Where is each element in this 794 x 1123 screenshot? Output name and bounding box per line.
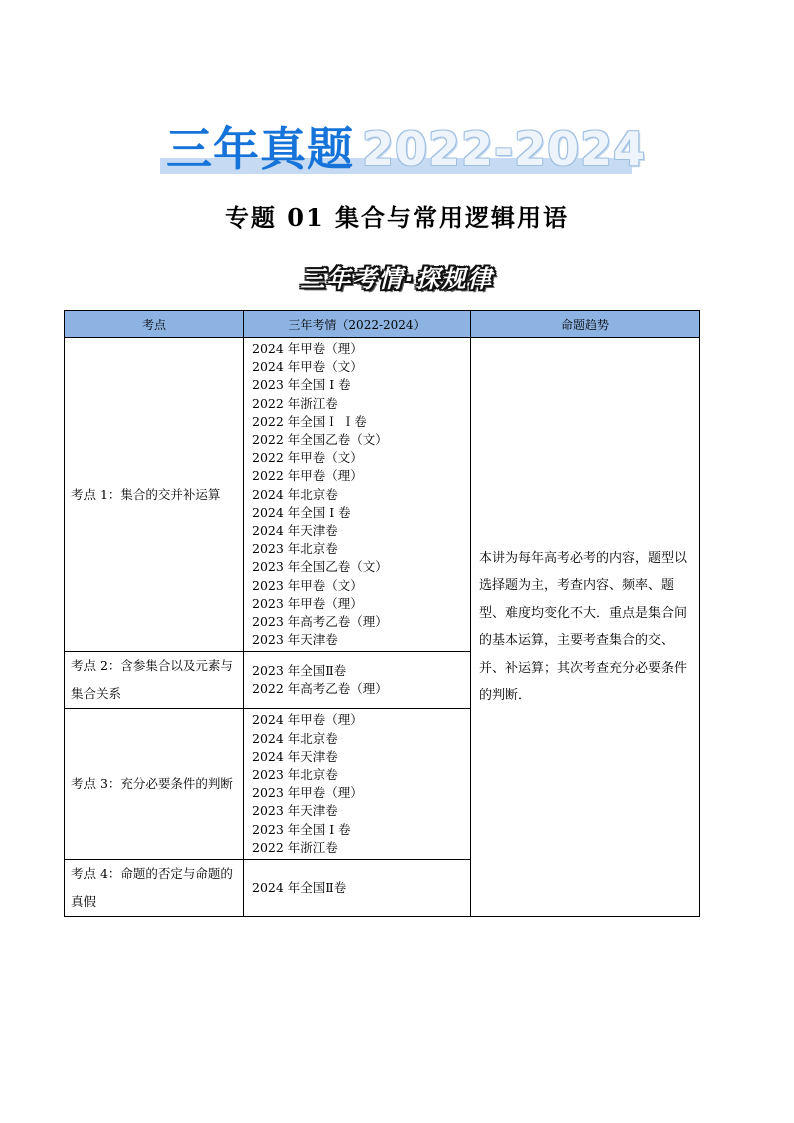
paper-item: 2023 年天津卷	[252, 803, 338, 819]
paper-item: 2022 年浙江卷	[252, 395, 338, 411]
paper-item: 2022 年高考乙卷（理）	[252, 681, 388, 697]
paper-item: 2023 年全国乙卷（文）	[252, 559, 388, 575]
table-header-row	[65, 311, 700, 338]
paper-item: 2022 年甲卷（理）	[252, 468, 363, 484]
paper-item: 2024 年全国 I 卷	[252, 504, 351, 520]
trend-cell: 本讲为每年高考必考的内容，题型以选择题为主，考查内容、频率、题型、难度均变化不大．重点是集合间的基本运算，主要考查集合的交、并、补运算；其次考查充分必要条件的判断．	[471, 338, 700, 917]
paper-item: 2023 年甲卷（理）	[252, 785, 363, 801]
paper-item: 2023 年全国 I 卷	[252, 821, 351, 837]
paper-item: 2022 年浙江卷	[252, 839, 338, 855]
paper-item: 2024 年天津卷	[252, 523, 338, 539]
paper-item: 2023 年甲卷（文）	[252, 577, 363, 593]
topic-cell: 考点 1：集合的交并补运算	[65, 338, 244, 652]
paper-item: 2022 年甲卷（文）	[252, 450, 363, 466]
papers-cell	[244, 338, 471, 652]
paper-item: 2023 年北京卷	[252, 541, 338, 557]
paper-item: 2023 年甲卷（理）	[252, 595, 363, 611]
section-ribbon: 三年考情·探规律	[300, 265, 494, 293]
exam-analysis-table	[64, 310, 700, 917]
topic-cell: 考点 2：含参集合以及元素与集合关系	[65, 652, 244, 709]
paper-item: 2024 年天津卷	[252, 748, 338, 764]
papers-cell	[244, 860, 471, 917]
paper-item: 2022 年全国Ｉ Ｉ卷	[252, 413, 367, 429]
banner-title-cn: 三年真题	[166, 122, 354, 176]
banner-title-years: 2022-2024	[362, 122, 647, 176]
header-topic: 考点	[65, 311, 244, 338]
table-row	[65, 338, 700, 652]
paper-item: 2024 年全国Ⅱ卷	[252, 879, 347, 895]
paper-item: 2022 年全国乙卷（文）	[252, 432, 388, 448]
paper-item: 2024 年甲卷（理）	[252, 712, 363, 728]
paper-item: 2023 年高考乙卷（理）	[252, 614, 388, 630]
paper-item: 2023 年天津卷	[252, 632, 338, 648]
paper-item: 2023 年北京卷	[252, 767, 338, 783]
paper-item: 2024 年甲卷（理）	[252, 341, 363, 356]
page-title: 专题 01 集合与常用逻辑用语	[224, 203, 570, 232]
paper-item: 2024 年北京卷	[252, 730, 338, 746]
papers-cell	[244, 652, 471, 709]
paper-item: 2024 年甲卷（文）	[252, 359, 363, 375]
paper-item: 2023 年全国 I 卷	[252, 377, 351, 393]
header-papers: 三年考情（2022-2024）	[244, 311, 471, 338]
topic-cell: 考点 4：命题的否定与命题的真假	[65, 860, 244, 917]
header-trend: 命题趋势	[471, 311, 700, 338]
papers-cell	[244, 709, 471, 860]
topic-cell: 考点 3：充分必要条件的判断	[65, 709, 244, 860]
paper-item: 2024 年北京卷	[252, 486, 338, 502]
paper-item: 2023 年全国Ⅱ卷	[252, 663, 347, 679]
banner-title	[166, 124, 646, 174]
banner	[160, 122, 647, 176]
